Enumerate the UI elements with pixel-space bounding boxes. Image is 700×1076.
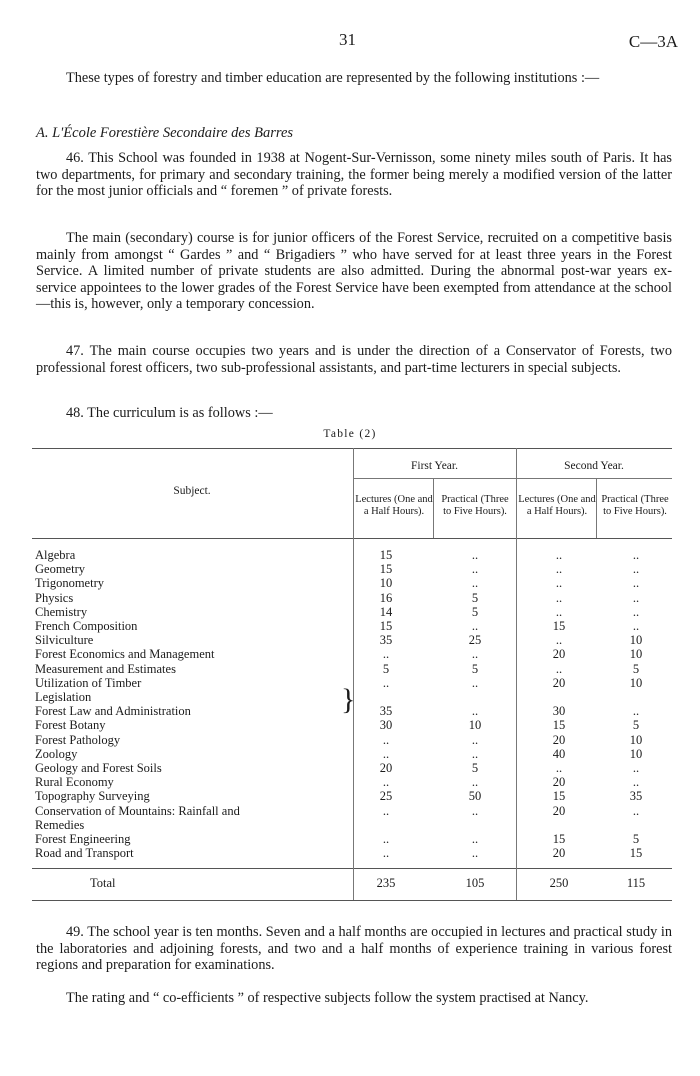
value-cell: 15 (552, 832, 566, 846)
subject-cell: French Composition (35, 619, 138, 633)
value-cell: .. (471, 647, 479, 662)
value-cell: 5 (471, 661, 479, 676)
paragraph-48: 48. The curriculum is as follows :— (66, 405, 273, 421)
table-row (32, 548, 672, 562)
value-cell: .. (471, 704, 479, 719)
table-row (32, 846, 672, 860)
total-second-practical: 115 (626, 876, 646, 890)
value-cell: 10 (629, 633, 643, 648)
total-label: Total (90, 876, 116, 890)
value-cell: 10 (629, 746, 643, 761)
value-cell: .. (555, 633, 563, 648)
value-cell: .. (471, 619, 479, 633)
document-reference: C—3A (628, 32, 678, 51)
value-cell: .. (632, 803, 640, 818)
value-cell: .. (471, 775, 479, 790)
value-cell: .. (632, 604, 640, 619)
section-heading (36, 125, 293, 142)
subject-cell: Forest Botany (35, 718, 106, 733)
table-row (32, 562, 672, 576)
value-cell: .. (632, 761, 640, 775)
table-row (32, 576, 672, 590)
table-row (32, 619, 672, 633)
subject-cell: Rural Economy (35, 775, 114, 790)
table-row (32, 633, 672, 647)
value-cell: .. (471, 562, 479, 577)
value-cell: .. (555, 562, 563, 577)
value-cell: 15 (379, 548, 393, 562)
table-row (32, 761, 672, 775)
value-cell: .. (632, 576, 640, 591)
table-row (32, 605, 672, 619)
table-header-rule (32, 538, 672, 539)
value-cell: 20 (552, 675, 566, 690)
value-cell: .. (382, 647, 390, 662)
total-row (32, 876, 672, 892)
value-cell: 5 (632, 832, 640, 846)
total-first-lectures: 235 (376, 876, 396, 890)
subject-header: Subject. (173, 485, 211, 497)
value-cell: 15 (379, 562, 393, 577)
table-top-rule (32, 448, 672, 449)
value-cell: .. (382, 732, 390, 747)
total-first-practical: 105 (465, 876, 485, 890)
subject-cell: Physics (35, 590, 74, 605)
value-cell: .. (632, 590, 640, 605)
value-cell: .. (555, 661, 563, 676)
second-year-lectures-header: Lectures (One and a Half Hours). (518, 494, 596, 517)
subject-cell: Geology and Forest Soils (35, 761, 162, 775)
value-cell: 5 (471, 761, 479, 775)
value-cell: .. (632, 619, 640, 633)
value-cell: 20 (552, 803, 566, 818)
value-cell: .. (632, 775, 640, 790)
value-cell: .. (382, 675, 390, 690)
table-row (32, 747, 672, 761)
value-cell: .. (471, 675, 479, 690)
value-cell: 35 (379, 633, 393, 648)
page-number: 31 (339, 30, 356, 49)
subject-cell: Zoology (35, 746, 78, 761)
value-cell: .. (555, 761, 563, 775)
table-total-rule (32, 868, 672, 869)
value-cell: .. (382, 803, 390, 818)
subject-cell: Silviculture (35, 633, 94, 648)
table-row (32, 803, 672, 832)
value-cell: 10 (629, 732, 643, 747)
subject-cell: Topography Surveying (35, 789, 150, 804)
value-cell: 14 (379, 604, 393, 619)
value-cell: 15 (379, 619, 393, 633)
table-caption: Table (2) (323, 428, 377, 440)
value-cell: 30 (552, 704, 566, 719)
table-row (32, 775, 672, 789)
value-cell: 20 (552, 775, 566, 790)
value-cell: 50 (468, 789, 482, 804)
value-cell: 20 (552, 846, 566, 861)
subject-cell: Conservation of Mountains: Rainfall and (35, 803, 240, 818)
value-cell: 5 (382, 661, 390, 676)
page-header (0, 26, 700, 50)
subject-cell: Forest Economics and Management (35, 647, 215, 662)
second-year-header: Second Year. (564, 460, 624, 472)
table-row (32, 662, 672, 676)
value-cell: .. (382, 846, 390, 861)
value-cell: 35 (629, 789, 643, 804)
table-row (32, 718, 672, 732)
value-cell: 20 (552, 647, 566, 662)
subject-cell: Measurement and Estimates (35, 661, 176, 676)
value-cell: .. (471, 576, 479, 591)
value-cell: 10 (629, 647, 643, 662)
value-cell: .. (555, 576, 563, 591)
subject-cell: Forest Law and Administration (35, 704, 191, 719)
value-cell: .. (632, 704, 640, 719)
value-cell: 15 (629, 846, 643, 861)
subject-cell: Road and Transport (35, 846, 134, 861)
subject-cell: Trigonometry (35, 576, 104, 591)
subject-cell: Forest Pathology (35, 732, 121, 747)
table-bottom-rule (32, 900, 672, 901)
value-cell: 35 (379, 704, 393, 719)
value-cell: 5 (471, 604, 479, 619)
paragraph-46: 46. This School was founded in 1938 at Nogent-Sur-Vernisson, some ninety miles south of Paris. It has two departments, for primary and secondary training, the former being merely a modified version of the latter for the most junior officials and “ foremen ” of private forests. (36, 150, 672, 199)
value-cell: .. (471, 832, 479, 846)
curriculum-table (32, 448, 672, 908)
paragraph-47: 47. The main course occupies two years and is under the direction of a Conservator of Forests, two professional forest officers, two sub-professional assistants, and part-time lecturers in special subjects. (36, 343, 672, 376)
value-cell: .. (555, 590, 563, 605)
value-cell: .. (471, 746, 479, 761)
section-heading-text: A. L'École Forestière Secondaire des Barres (36, 125, 294, 141)
first-year-practical-header: Practical (Three to Five Hours). (441, 494, 509, 517)
table-row (32, 647, 672, 661)
value-cell: 30 (379, 718, 393, 733)
second-year-practical-header: Practical (Three to Five Hours). (601, 494, 669, 517)
total-second-lectures: 250 (549, 876, 569, 890)
value-cell: 15 (552, 718, 566, 733)
value-cell: 5 (471, 590, 479, 605)
value-cell: .. (555, 548, 563, 562)
col-divider-3 (596, 478, 597, 538)
first-year-header: First Year. (411, 460, 458, 472)
subject-cell: Legislation (35, 690, 92, 704)
value-cell: .. (471, 548, 479, 562)
value-cell: .. (471, 732, 479, 747)
value-cell: .. (382, 775, 390, 790)
value-cell: .. (555, 604, 563, 619)
paragraph-49: 49. The school year is ten months. Seven and a half months are occupied in lectures and practical study in the laboratories and adjoining forests, and two and a half months of experience training in various forest regions and preparation for examinations. (36, 924, 672, 973)
value-cell: .. (632, 548, 640, 562)
value-cell: 15 (552, 619, 566, 633)
subject-cell: Algebra (35, 548, 76, 562)
first-year-lectures-header: Lectures (One and a Half Hours). (355, 494, 433, 517)
value-cell: 5 (632, 718, 640, 733)
intro-paragraph: These types of forestry and timber education are represented by the following institutions :— (66, 70, 600, 86)
paragraph-rating: The rating and “ co-efficients ” of respective subjects follow the system practised at Nancy. (66, 990, 589, 1006)
table-row (32, 733, 672, 747)
value-cell: .. (471, 803, 479, 818)
paragraph-main-course: The main (secondary) course is for junior officers of the Forest Service, recruited on a competitive basis mainly from amongst “ Gardes ” and “ Brigadiers ” who have served for at least three years in the Forest Service. A limited number of private students are also admitted. During the abnormal post-war years ex-service appointees to the lower grades of the Forest Service have been exempted from attendance at the school—this is, however, only a temporary concession. (36, 230, 672, 312)
value-cell: 20 (552, 732, 566, 747)
subject-cell: Chemistry (35, 604, 88, 619)
value-cell: .. (382, 746, 390, 761)
value-cell: 40 (552, 746, 566, 761)
table-row (32, 789, 672, 803)
value-cell: 10 (468, 718, 482, 733)
value-cell: 20 (379, 761, 393, 775)
value-cell: 10 (629, 675, 643, 690)
value-cell: 10 (379, 576, 393, 591)
table-row (32, 591, 672, 605)
value-cell: .. (471, 846, 479, 861)
value-cell: 25 (379, 789, 393, 804)
value-cell: 25 (468, 633, 482, 648)
value-cell: .. (632, 562, 640, 577)
value-cell: 15 (552, 789, 566, 804)
subject-cell: Utilization of Timber (35, 675, 142, 690)
year-subdivider (353, 478, 672, 479)
subject-cell-continued: Remedies (35, 817, 85, 832)
subject-cell: Forest Engineering (35, 832, 131, 846)
legislation-brace: } (341, 683, 356, 716)
col-divider-1 (433, 478, 434, 538)
value-cell: .. (382, 832, 390, 846)
table-row (32, 832, 672, 846)
value-cell: 16 (379, 590, 393, 605)
subject-cell: Geometry (35, 562, 85, 577)
value-cell: 5 (632, 661, 640, 676)
